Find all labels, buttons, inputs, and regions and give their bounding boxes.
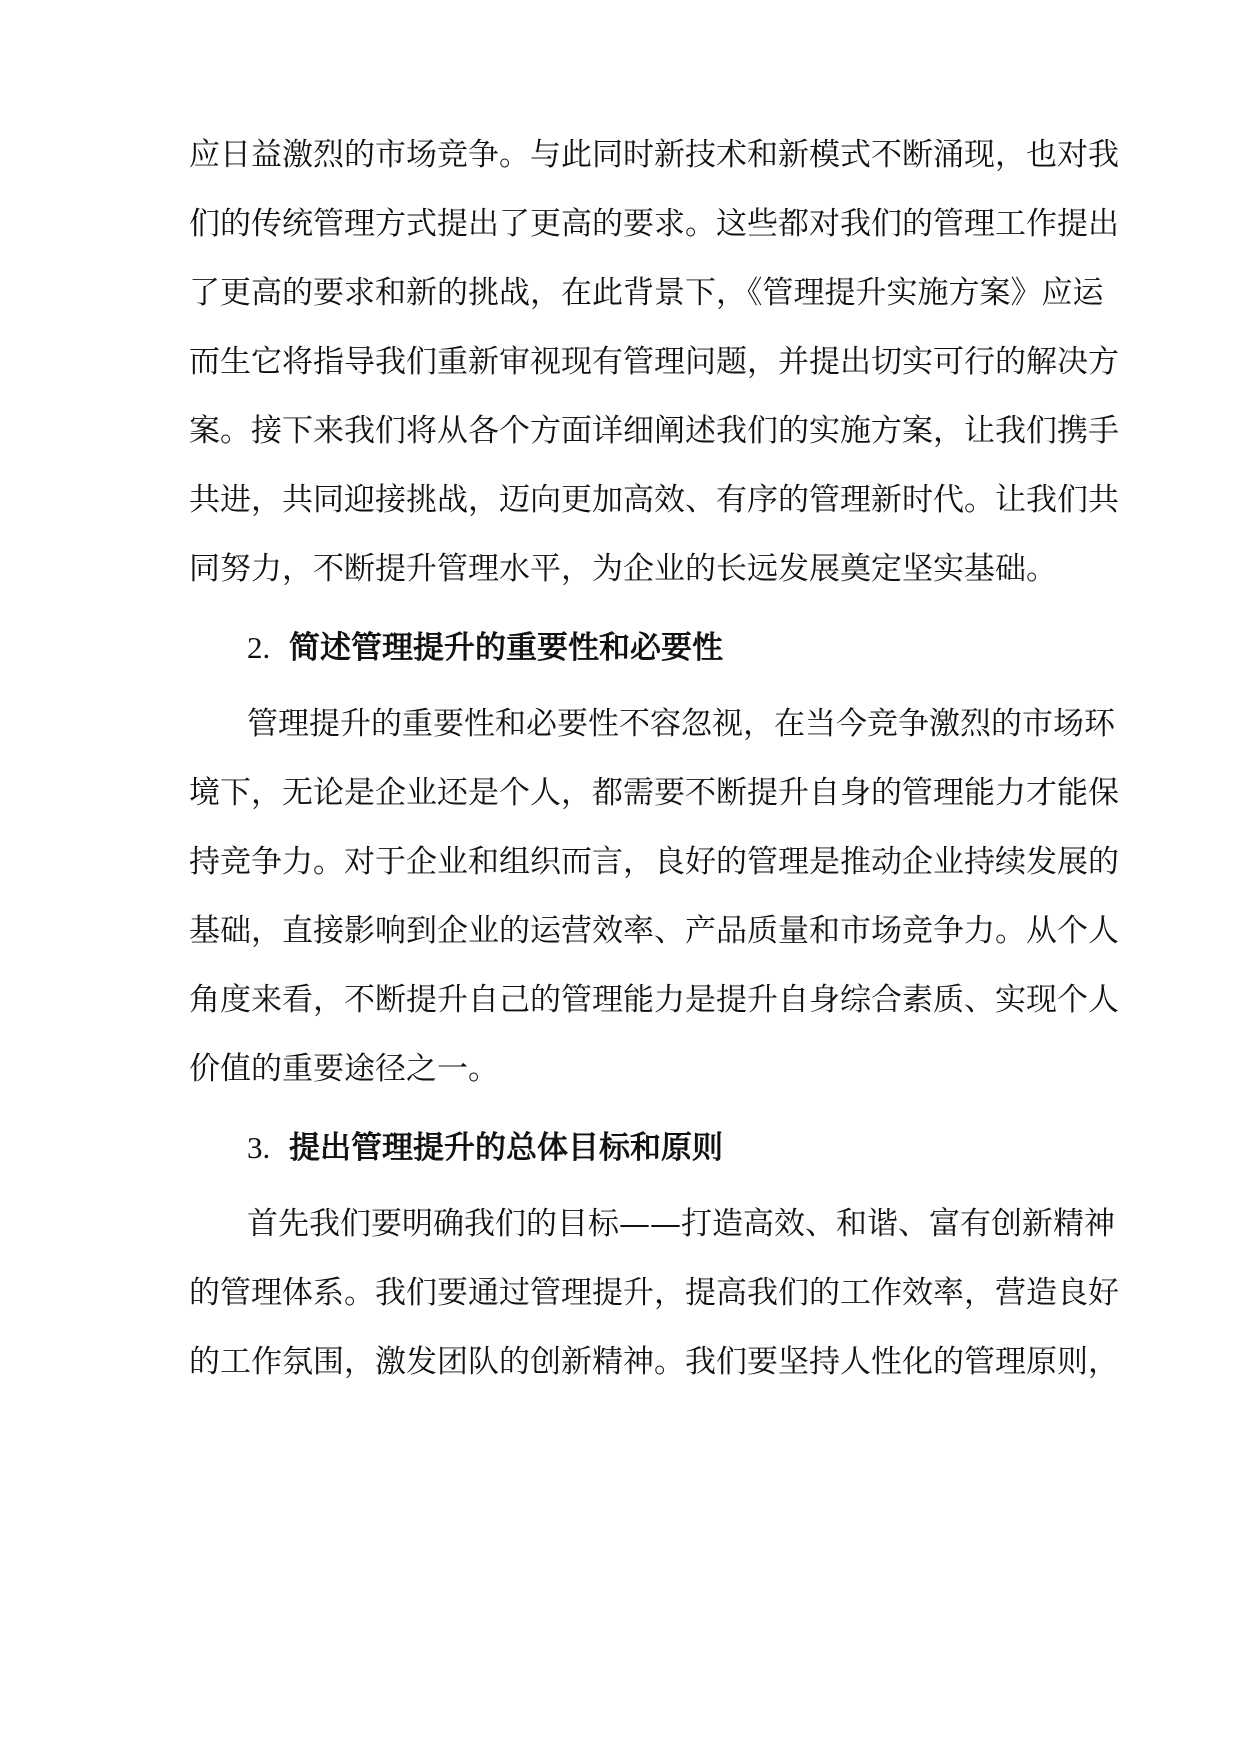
section-heading [247, 1128, 723, 1168]
section-number: 2. [247, 630, 271, 665]
paragraph-line: 了更高的要求和新的挑战，在此背景下，《管理提升实施方案》应运 [189, 275, 1104, 311]
section-title: 简述管理提升的重要性和必要性 [289, 630, 723, 666]
paragraph-line: 应日益激烈的市场竞争。与此同时新技术和新模式不断涌现，也对我 [189, 137, 1119, 173]
paragraph-line: 共进，共同迎接挑战，迈向更加高效、有序的管理新时代。让我们共 [189, 482, 1119, 518]
paragraph-line: 价值的重要途径之一。 [189, 1051, 499, 1087]
section-title: 提出管理提升的总体目标和原则 [289, 1130, 723, 1166]
paragraph-line: 们的传统管理方式提出了更高的要求。这些都对我们的管理工作提出 [189, 206, 1119, 242]
paragraph-line: 管理提升的重要性和必要性不容忽视，在当今竞争激烈的市场环 [247, 706, 1115, 742]
paragraph-line: 基础，直接影响到企业的运营效率、产品质量和市场竞争力。从个人 [189, 913, 1119, 949]
section-heading [247, 628, 723, 668]
paragraph-line: 同努力，不断提升管理水平，为企业的长远发展奠定坚实基础。 [189, 551, 1057, 587]
paragraph-line: 角度来看，不断提升自己的管理能力是提升自身综合素质、实现个人 [189, 982, 1119, 1018]
section-number: 3. [247, 1130, 271, 1165]
paragraph-line: 持竞争力。对于企业和组织而言，良好的管理是推动企业持续发展的 [189, 844, 1119, 880]
paragraph-line: 而生它将指导我们重新审视现有管理问题，并提出切实可行的解决方 [189, 344, 1119, 380]
paragraph-line: 境下，无论是企业还是个人，都需要不断提升自身的管理能力才能保 [189, 775, 1119, 811]
paragraph-line: 案。接下来我们将从各个方面详细阐述我们的实施方案，让我们携手 [189, 413, 1119, 449]
paragraph-line: 首先我们要明确我们的目标——打造高效、和谐、富有创新精神 [247, 1206, 1115, 1242]
paragraph-line: 的管理体系。我们要通过管理提升，提高我们的工作效率，营造良好 [189, 1275, 1119, 1311]
paragraph-line: 的工作氛围，激发团队的创新精神。我们要坚持人性化的管理原则， [189, 1344, 1119, 1380]
